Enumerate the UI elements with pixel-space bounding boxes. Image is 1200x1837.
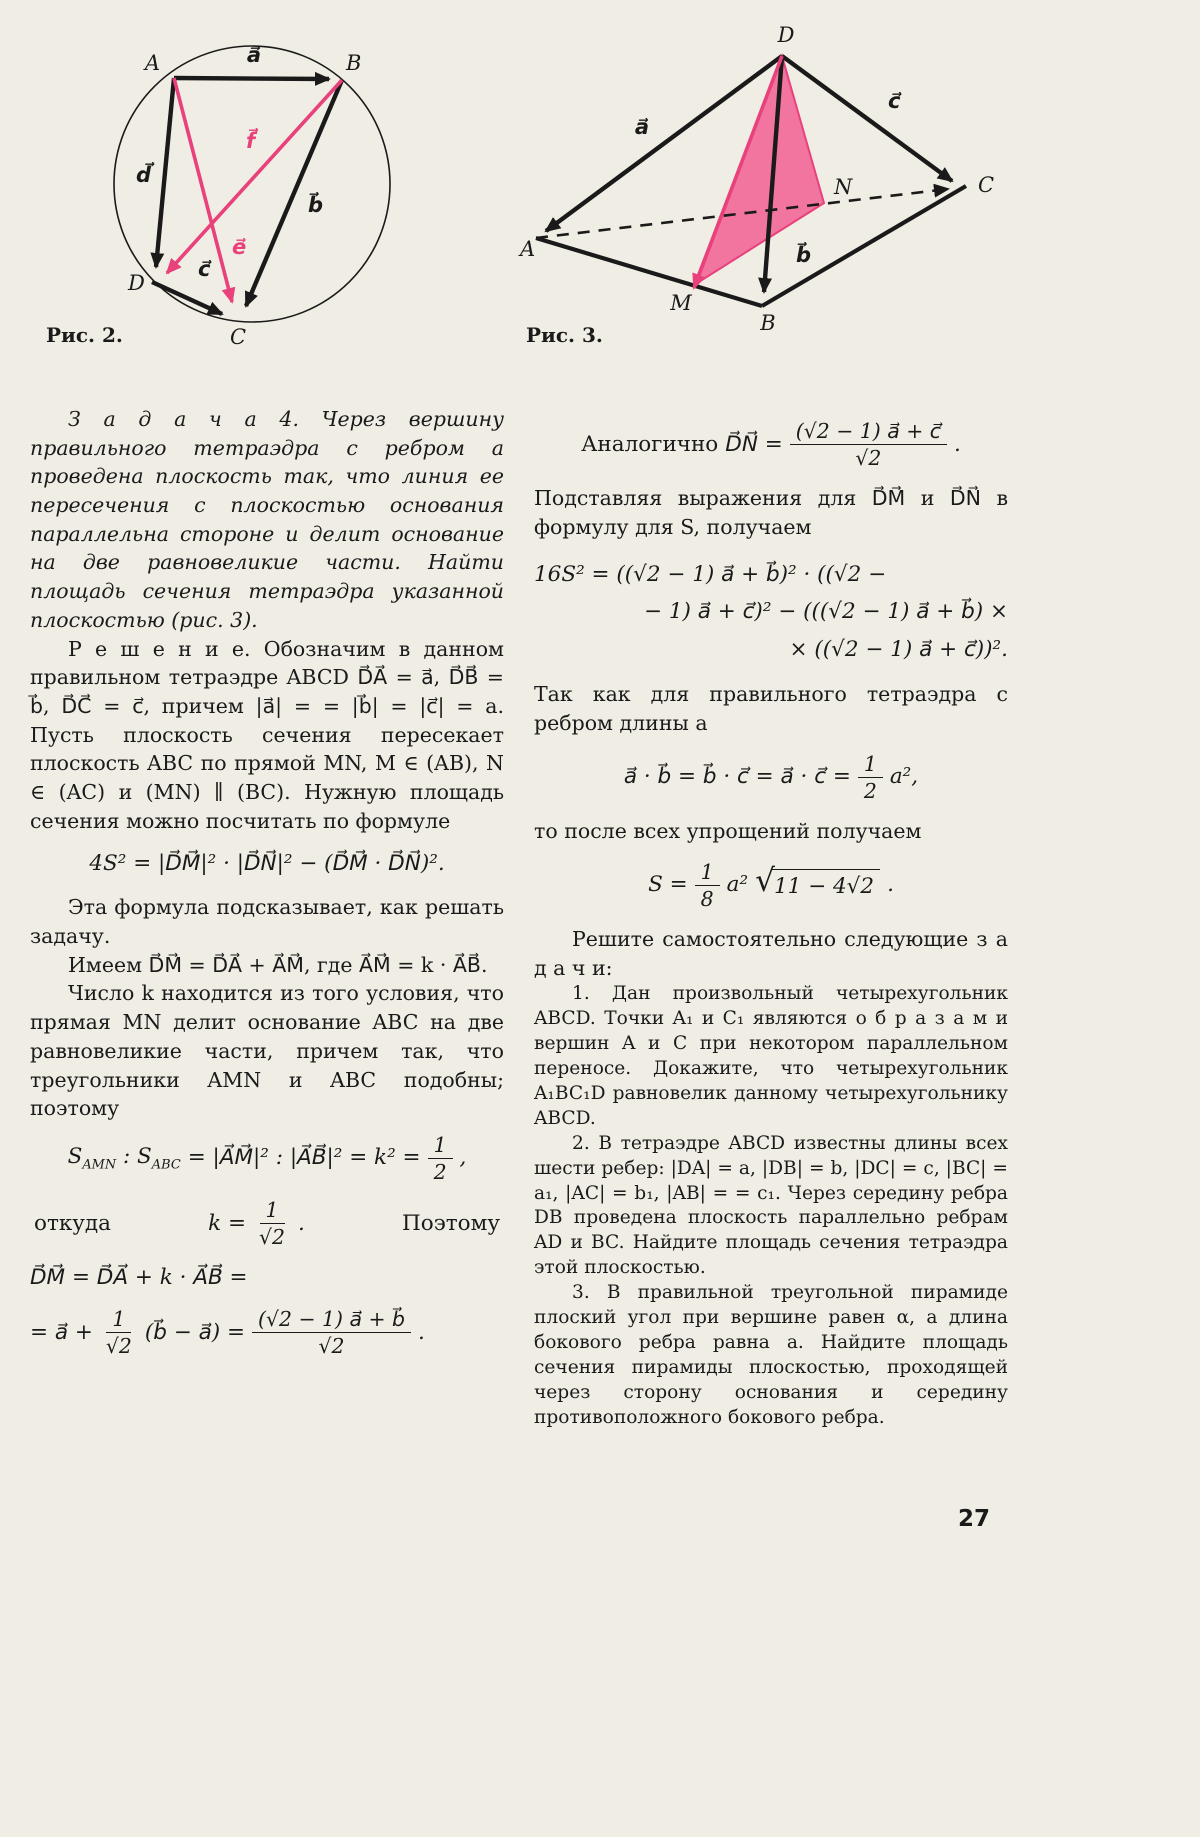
dot-products-tail: a², <box>889 764 919 790</box>
fig2-vector-c-label: c⃗ <box>198 256 211 281</box>
dot-products-lhs: a⃗ · b⃗ = b⃗ · c⃗ = a⃗ · c⃗ = <box>623 764 851 790</box>
fig2-vector-a-label: a⃗ <box>246 42 262 67</box>
exercise-3-paragraph: 3. В правильной треугольной пирамиде плоский угол при вершине равен α, а длина бокового ребра равна a. Найдите площадь сечения пирамиды плоскостью, проходящей через сторону основания и середину противоположного бокового ребра. <box>534 1282 1008 1428</box>
formula-dot-products <box>534 752 1008 803</box>
exercises-intro-paragraph: Решите самостоятельно следующие з а д а ч и: <box>534 926 1008 980</box>
formula-16s2-line1: 16S² = ((√2 − 1) a⃗ + b⃗)² · ((√2 − <box>534 561 887 587</box>
task-4-paragraph: З а д а ч а 4. Через вершину правильного тетраэдра с ребром a проведена плоскость так, что линия ее пересечения с плоскостью основания параллельна стороне и делит основание на две равновеликие части. Найти площадь сечения тетраэдра указанной плоскостью (рис. 3). <box>30 407 504 632</box>
fraction-one-over-sqrt2-2: $\frac{1}{√2}$ <box>105 1307 132 1359</box>
exercise-2-paragraph: 2. В тетраэдре ABCD известны длины всех шести ребер: |DA| = a, |DB| = b, |DC| = c, |BC| = a₁, |AC| = b₁, |AB| = = c₁. Через середину ребра DB проведена плоскость параллельно ребрам AD и BC. Найдите площадь сечения тетраэдра этой плоскостью. <box>534 1132 1008 1279</box>
formula-4s2-text: 4S² = |D⃗M⃗|² · |D⃗N⃗|² − (D⃗M⃗ · D⃗N⃗)². <box>89 851 445 877</box>
radical-expression <box>755 862 880 902</box>
fig2-vector-f-arrow <box>167 80 342 273</box>
area-ratio-tail: , <box>459 1145 467 1171</box>
figures-row <box>0 0 1200 359</box>
fig3-vector-a-label: a⃗ <box>634 114 650 139</box>
s-final-mid: a² <box>726 872 749 898</box>
fig2-vector-c-arrow <box>152 282 222 314</box>
formula-dm-expansion <box>30 1263 504 1293</box>
formula-k-value <box>30 1198 504 1249</box>
fig3-vector-b-label: b⃗ <box>796 242 812 267</box>
regular-tetrahedron-paragraph: Так как для правильного тетраэдра с ребром длины a <box>534 682 1008 736</box>
figure-2-diagram <box>24 14 454 359</box>
subscript-abc: ABC <box>151 1157 181 1173</box>
fraction-one-eighth: $\frac{1}{8}$ <box>695 860 720 911</box>
word-poetomu: Поэтому <box>402 1210 500 1236</box>
formula-16s2 <box>534 556 1008 669</box>
dm-result-p2: (b⃗ − a⃗) = <box>144 1319 246 1345</box>
radical-sign: √ <box>755 862 775 899</box>
formula-4s2 <box>30 849 504 879</box>
fig3-point-m-label: M <box>670 291 692 315</box>
page-number: 27 <box>958 1506 991 1532</box>
right-column <box>534 405 1008 1431</box>
formula-hint-paragraph: Эта формула подсказывает, как решать задачу. <box>30 895 504 949</box>
word-otkuda: откуда <box>34 1210 111 1236</box>
fig2-point-a-label: A <box>144 51 160 75</box>
fig2-point-c-label: C <box>229 325 247 349</box>
fraction-dm-result: $\frac{(√2 - 1) a⃗ + b⃗}{√2}$ <box>252 1307 411 1358</box>
formula-dn <box>534 419 1008 470</box>
formula-area-ratio <box>30 1133 504 1184</box>
dn-lhs: D⃗N⃗ = <box>725 431 783 457</box>
formula-16s2-line2: − 1) a⃗ + c⃗)² − (((√2 − 1) a⃗ + b⃗) × <box>644 599 1008 625</box>
fig3-point-a-label: A <box>520 237 536 261</box>
formula-s-final <box>534 860 1008 911</box>
fig2-point-d-label: D <box>128 271 145 295</box>
fig2-point-b-label: B <box>346 51 362 75</box>
fig2-vector-d-label: d⃗ <box>136 162 152 187</box>
dm-result-p1: = a⃗ + <box>30 1319 93 1345</box>
word-analogichno: Аналогично <box>581 431 719 457</box>
fig3-point-n-label: N <box>834 175 853 199</box>
fig2-vector-a-arrow <box>174 78 329 79</box>
fraction-one-half-2: $\frac{1}{2}$ <box>858 752 883 803</box>
s-final-tail: . <box>887 872 894 898</box>
fig3-vector-c-label: c⃗ <box>888 88 901 113</box>
dm-expansion-text: D⃗M⃗ = D⃗A⃗ + k · A⃗B⃗ = <box>30 1265 248 1291</box>
subscript-amn: AMN <box>82 1157 117 1173</box>
solution-paragraph: Р е ш е н и е. Обозначим в данном правильном тетраэдре ABCD D⃗A⃗ = a⃗, D⃗B⃗ = b⃗, D⃗C⃗ = c⃗, причем |a⃗| = = |b⃗| = |c⃗| = a. Пусть плоскость сечения пересекает плоскость ABC по прямой MN, M ∈ (AB), N ∈ (AC) и (MN) ∥ (BC). Нужную площадь сечения можно посчитать по формуле <box>30 636 504 833</box>
dn-tail: . <box>954 431 961 457</box>
k-expression: k = $\frac{1}{√2}$ . <box>208 1198 305 1250</box>
fig2-vector-e-label: e⃗ <box>232 234 247 259</box>
radicand-text: 11 − 4√2 <box>772 869 880 902</box>
fig2-vector-f-label: f⃗ <box>246 128 256 153</box>
substitution-paragraph: Подставляя выражения для D⃗M⃗ и D⃗N⃗ в формулу для S, получаем <box>534 486 1008 539</box>
formula-16s2-line3: × ((√2 − 1) a⃗ + c⃗))². <box>789 636 1008 662</box>
exercise-1-paragraph: 1. Дан произвольный четырехугольник ABCD. Точки A₁ и C₁ являются о б р а з а м и вершин A и C при некотором параллельном переносе. Докажите, что четырехугольник A₁BC₁D равновелик данному четырехугольнику ABCD. <box>534 983 1008 1129</box>
fig3-point-d-label: D <box>777 23 795 47</box>
fig3-caption: Рис. 3. <box>526 323 603 347</box>
fraction-dn: $\frac{(√2 - 1) a⃗ + c⃗}{√2}$ <box>790 419 947 470</box>
fraction-one-half: $\frac{1}{2}$ <box>428 1133 453 1184</box>
fig2-caption: Рис. 2. <box>46 323 123 347</box>
simplification-paragraph: то после всех упрощений получаем <box>534 819 922 843</box>
fraction-one-over-sqrt2: $\frac{1}{√2}$ <box>259 1198 286 1250</box>
fig2-circle <box>114 46 390 322</box>
fig2-vector-d-arrow <box>156 78 174 267</box>
area-ratio-middle: = |A⃗M⃗|² : |A⃗B⃗|² = k² = <box>187 1145 421 1171</box>
figure-3-diagram <box>516 14 1016 359</box>
area-ratio-symbols: $S_{AMN}$ : $S_{ABC}$ <box>67 1144 181 1173</box>
k-condition-paragraph: Число k находится из того условия, что прямая MN делит основание ABC на две равновеликие части, причем так, что треугольники AMN и ABC подобны; поэтому <box>30 981 504 1121</box>
dm-result-p3: . <box>418 1319 425 1345</box>
dm-definition-paragraph: Имеем D⃗M⃗ = D⃗A⃗ + A⃗M⃗, где A⃗M⃗ = k · A⃗B⃗. <box>68 952 488 977</box>
fig2-vector-b-label: b⃗ <box>308 192 324 217</box>
text-columns <box>0 359 1200 1431</box>
left-column <box>30 405 504 1373</box>
fig2-vector-b-arrow <box>246 80 342 306</box>
s-final-lhs: S = <box>648 872 688 898</box>
formula-dm-result <box>30 1307 504 1358</box>
fig3-point-b-label: B <box>760 311 776 335</box>
fig3-point-c-label: C <box>978 173 995 197</box>
